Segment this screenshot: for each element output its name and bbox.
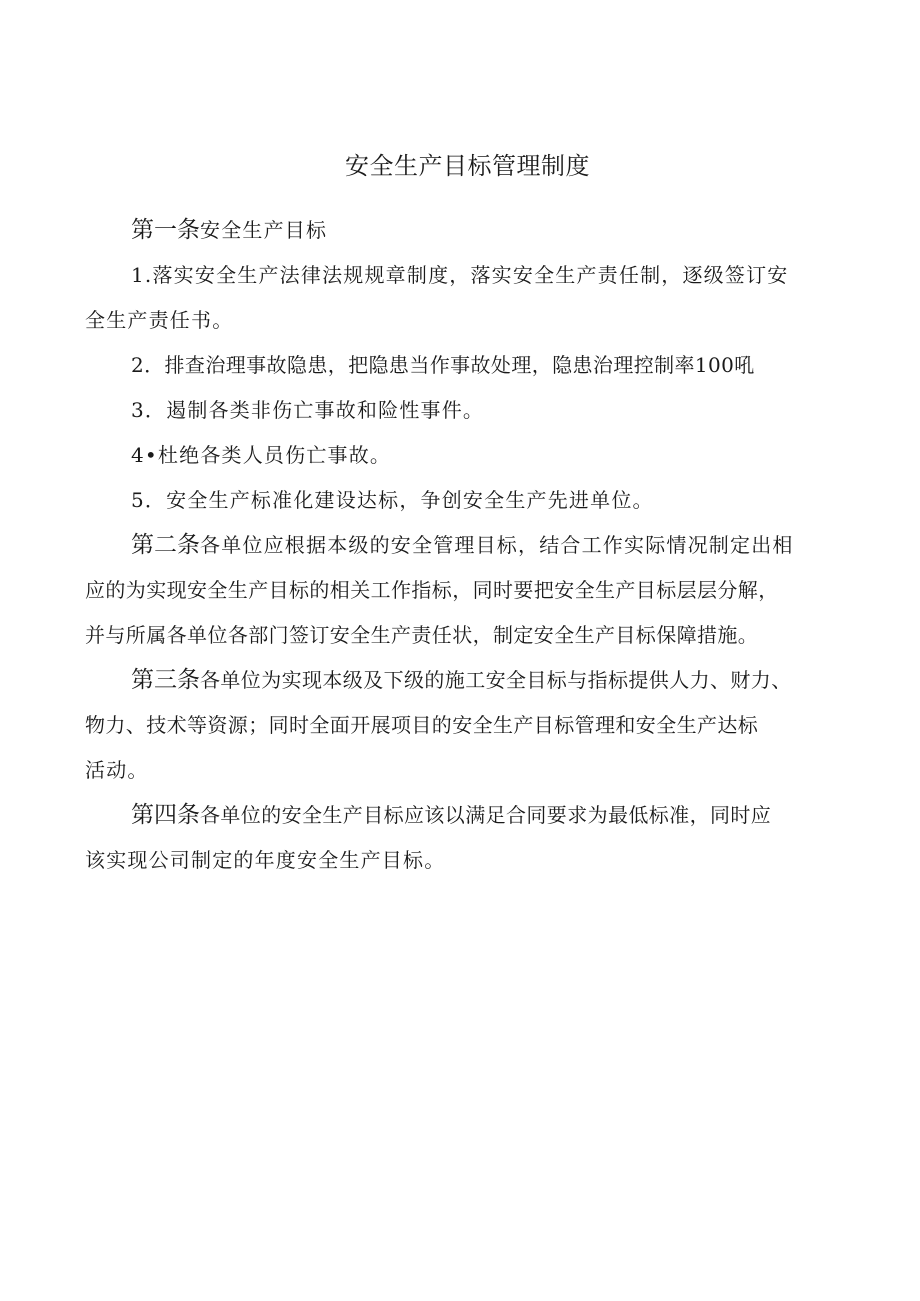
article-1-item-3: 3．遏制各类非伤亡事故和险性事件。 [131, 398, 485, 422]
article-1-item-2: 2．排查治理事故隐患，把隐患当作事故处理，隐患治理控制率100吼 [131, 353, 755, 377]
article-1-item-5: 5．安全生产标准化建设达标，争创安全生产先进单位。 [131, 488, 654, 512]
article-2-line-3: 并与所属各单位各部门签订安全生产责任状，制定安全生产目标保障措施。 [85, 623, 759, 647]
article-2-label: 第二条 [131, 532, 200, 558]
article-1-label: 第一条 [131, 217, 200, 243]
article-4-line-1 [85, 798, 855, 843]
article-2-line-2: 应的为实现安全生产目标的相关工作指标，同时要把安全生产目标层层分解， [85, 578, 779, 602]
article-1-title: 安全生产目标 [200, 218, 328, 242]
article-3-line-1 [85, 663, 855, 708]
article-4-label: 第四条 [131, 802, 200, 828]
article-3-line-2: 物力、技术等资源；同时全面开展项目的安全生产目标管理和安全生产达标 [85, 713, 759, 737]
article-3-line-3: 活动。 [85, 758, 149, 782]
document-body [85, 213, 855, 888]
article-4-line-2: 该实现公司制定的年度安全生产目标。 [85, 848, 446, 872]
article-1-item-4: 4•杜绝各类人员伤亡事故。 [131, 443, 392, 467]
article-1-item-1-line-1: 1.落实安全生产法律法规规章制度，落实安全生产责任制，逐级签订安 [131, 263, 789, 287]
article-2-text-1: 各单位应根据本级的安全管理目标，结合工作实际情况制定出相 [200, 533, 794, 557]
article-1-item-1-line-2: 全生产责任书。 [85, 308, 234, 332]
article-3-text-1: 各单位为实现本级及下级的施工安全目标与指标提供人力、财力、 [200, 668, 792, 692]
article-2-line-1 [85, 528, 855, 573]
page-title: 安全生产目标管理制度 [345, 152, 590, 180]
article-4-text-1: 各单位的安全生产目标应该以满足合同要求为最低标准，同时应 [200, 803, 772, 827]
article-3-label: 第三条 [131, 667, 200, 693]
article-1-heading [85, 213, 855, 258]
